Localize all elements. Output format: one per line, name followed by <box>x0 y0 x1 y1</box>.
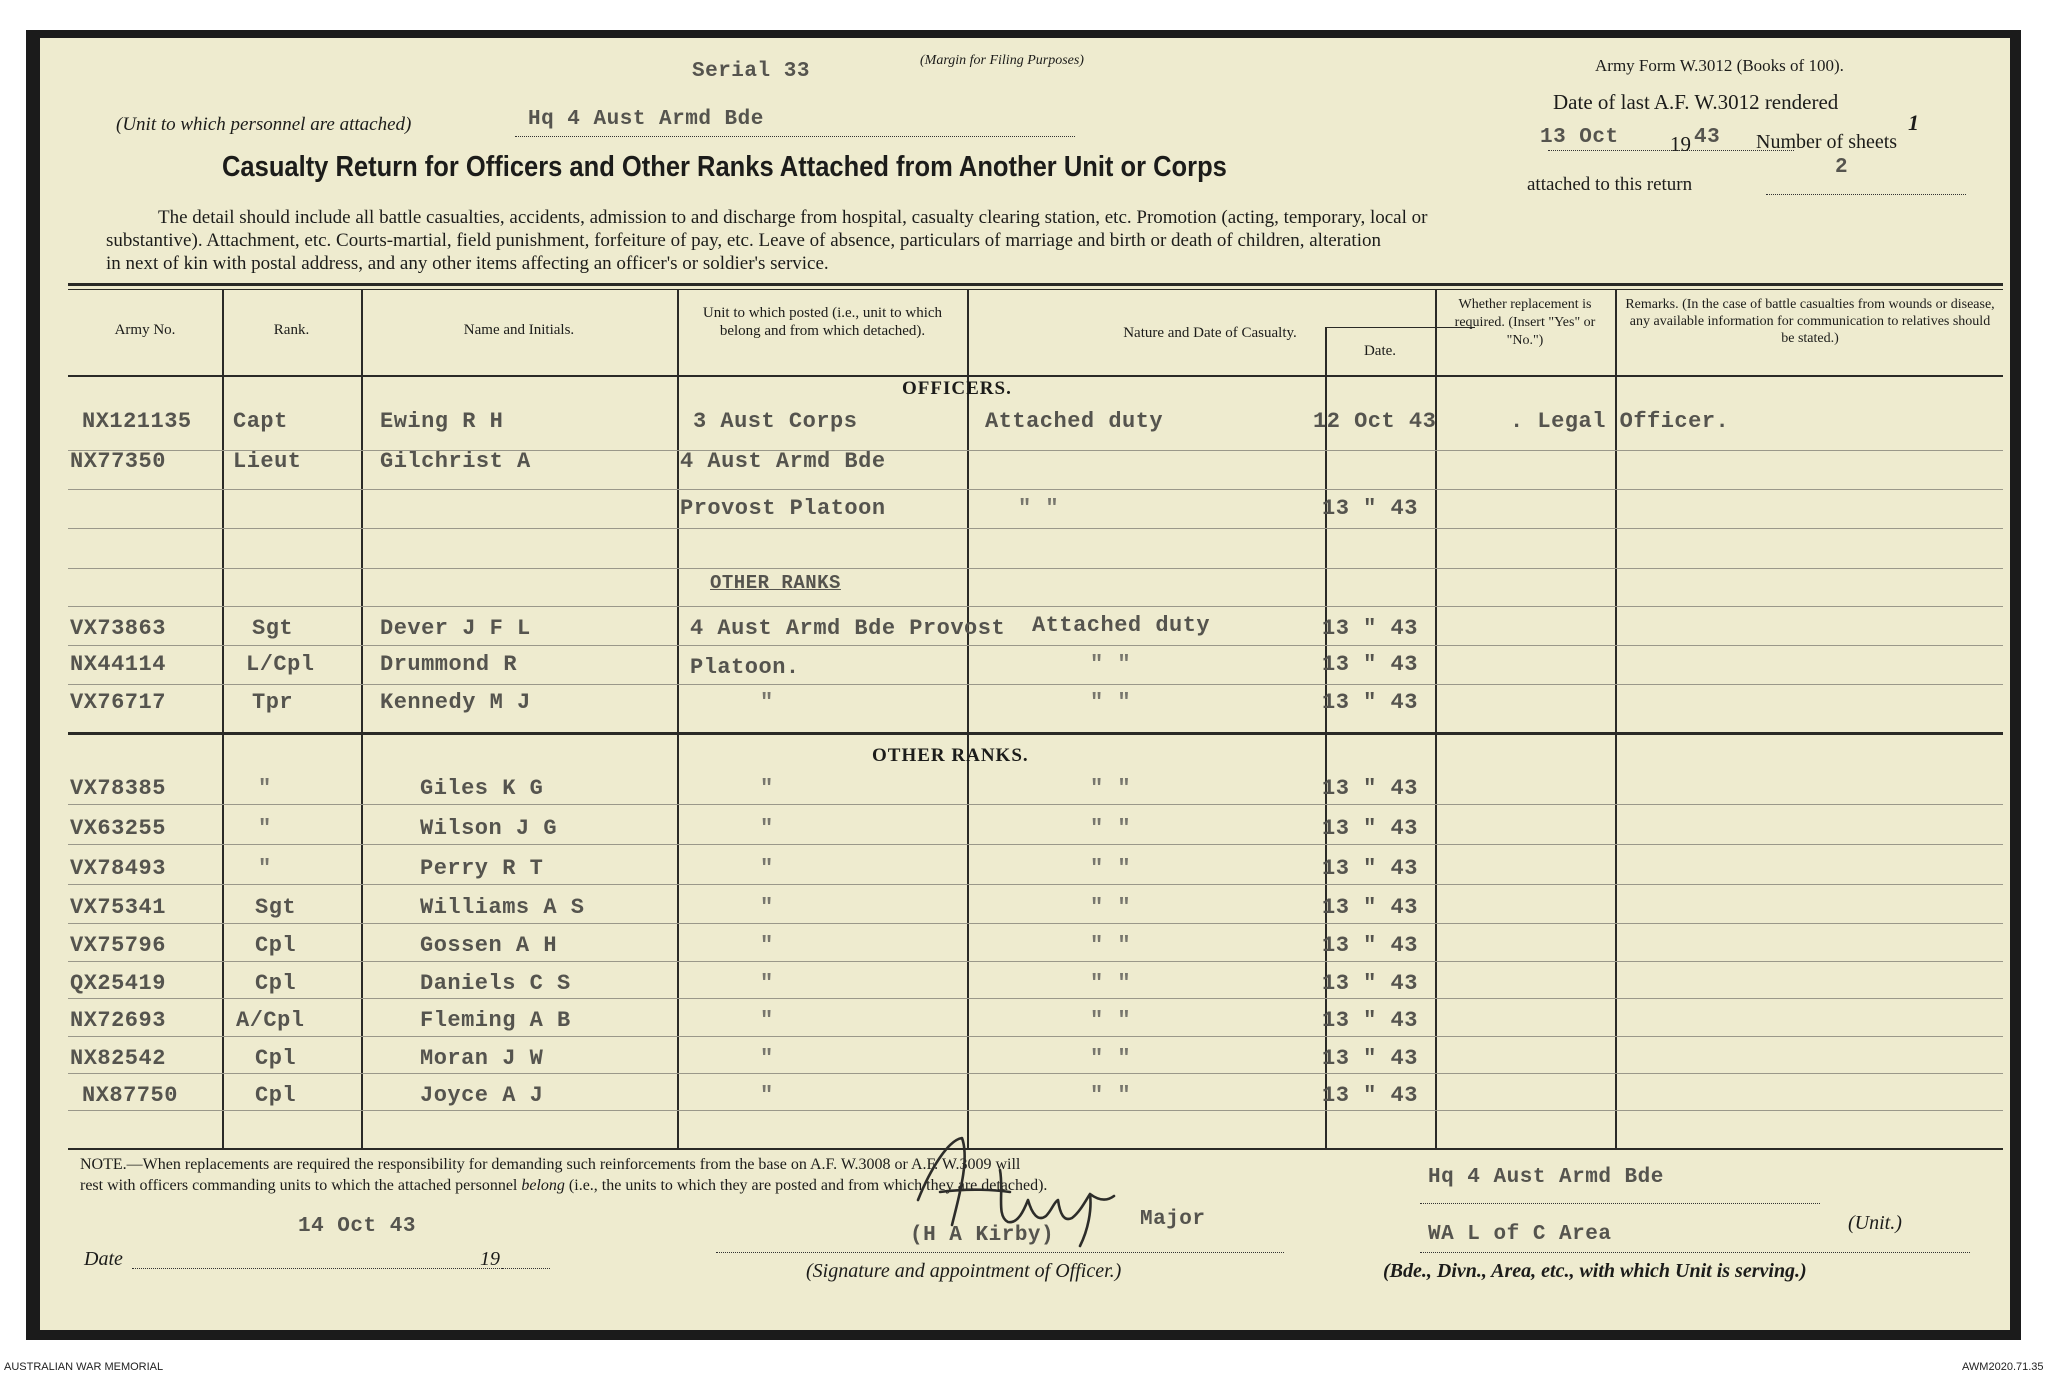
cell-date: 13 " 43 <box>1322 496 1418 521</box>
date-year-dotted-line <box>502 1268 550 1269</box>
footer-area-value: WA L of C Area <box>1428 1223 1612 1246</box>
footer-area-dotted-line <box>1420 1252 1970 1253</box>
officer-rank: Major <box>1140 1208 1206 1231</box>
date-last-label: Date of last A.F. W.3012 rendered <box>1553 90 1839 114</box>
cell-date: 13 " 43 <box>1322 856 1418 881</box>
cell-rank: A/Cpl <box>236 1008 305 1033</box>
cell-date: 13 " 43 <box>1322 1046 1418 1071</box>
cell-unit: " <box>760 816 774 841</box>
note-line-2-end: (i.e., the units to which they are posted and from which they are detached). <box>568 1177 1048 1194</box>
cell-army-no: VX63255 <box>70 816 166 841</box>
serial-number: Serial 33 <box>692 60 810 83</box>
date-label: Date <box>84 1248 123 1270</box>
cell-nature: " " <box>1090 1083 1132 1108</box>
cell-army-no: NX121135 <box>82 409 192 434</box>
instructions-line-2: substantive). Attachment, etc. Courts-martial, field punishment, forfeiture of pay, etc. Leave of absence, particulars of marriage and birth or death of children, alteration <box>106 230 1381 251</box>
cell-nature: " " <box>1090 690 1132 715</box>
cell-army-no: VX73863 <box>70 616 166 641</box>
unit-dotted-line <box>515 136 1075 137</box>
cell-name: Gilchrist A <box>380 449 531 474</box>
cell-remarks: . Legal Officer. <box>1510 409 1730 434</box>
unit-label: (Unit to which personnel are attached) <box>116 114 412 135</box>
cell-date: 13 " 43 <box>1322 971 1418 996</box>
header-name: Name and Initials. <box>463 322 575 338</box>
table-top-border-inner <box>68 289 2003 290</box>
cell-nature: Attached duty <box>985 409 1164 434</box>
header-nature: Nature and Date of Casualty. <box>1123 325 1297 341</box>
header-remarks: Remarks. (In the case of battle casualties from wounds or disease, any available information for communication to relatives should be stated.) <box>1625 297 1995 346</box>
cell-rank: " <box>258 776 272 801</box>
cell-name: Dever J F L <box>380 616 531 641</box>
cell-rank: L/Cpl <box>246 652 315 677</box>
cell-date: 13 " 43 <box>1322 816 1418 841</box>
cell-rank: " <box>258 856 272 881</box>
cell-rank: Sgt <box>252 616 294 641</box>
cell-name: Drummond R <box>380 652 518 677</box>
unit-caption: (Unit.) <box>1848 1212 1902 1234</box>
cell-name: Daniels C S <box>420 971 571 996</box>
date-value: 14 Oct 43 <box>298 1215 416 1238</box>
attached-value: 2 <box>1835 156 1849 179</box>
footer-unit-dotted-line <box>1420 1203 1820 1204</box>
credit-left: AUSTRALIAN WAR MEMORIAL <box>4 1361 164 1373</box>
officers-section-title: OFFICERS. <box>902 378 1012 399</box>
cell-name: Wilson J G <box>420 816 558 841</box>
cell-unit: Platoon. <box>690 655 800 680</box>
other-ranks-typed-heading: OTHER RANKS <box>710 572 841 594</box>
cell-nature: " " <box>1090 1046 1132 1071</box>
cell-date: 13 " 43 <box>1322 895 1418 920</box>
col-divider-nature <box>967 289 969 1148</box>
cell-name: Joyce A J <box>420 1083 544 1108</box>
signature-caption: (Signature and appointment of Officer.) <box>806 1260 1122 1282</box>
header-unit-posted: Unit to which posted (i.e., unit to which belong and from which detached). <box>702 305 943 339</box>
cell-army-no: VX78385 <box>70 776 166 801</box>
cell-army-no: NX44114 <box>70 652 166 677</box>
date-dotted-line <box>132 1268 522 1269</box>
cell-nature: " " <box>1090 971 1132 996</box>
signature-dotted-line <box>716 1252 1284 1253</box>
cell-rank: Cpl <box>255 933 297 958</box>
army-form-number: Army Form W.3012 (Books of 100). <box>1595 56 1844 75</box>
cell-rank: Cpl <box>255 1046 297 1071</box>
cell-nature: " " <box>1090 895 1132 920</box>
cell-army-no: NX72693 <box>70 1008 166 1033</box>
sheets-value: 1 <box>1908 110 1919 135</box>
cell-date: 13 " 43 <box>1322 652 1418 677</box>
officer-name: (H A Kirby) <box>910 1224 1055 1247</box>
note-belong-word: belong <box>521 1177 565 1194</box>
cell-rank: Tpr <box>252 690 294 715</box>
cell-nature: " " <box>1018 496 1060 521</box>
cell-unit: " <box>760 856 774 881</box>
cell-unit: 3 Aust Corps <box>693 409 858 434</box>
cell-unit: " <box>760 1046 774 1071</box>
cell-unit: 4 Aust Armd Bde <box>680 449 886 474</box>
cell-army-no: VX75796 <box>70 933 166 958</box>
cell-nature: " " <box>1090 1008 1132 1033</box>
cell-nature: " " <box>1090 652 1132 677</box>
cell-date: 12 Oct 43 <box>1313 409 1437 434</box>
cell-unit: 4 Aust Armd Bde Provost <box>690 616 1006 641</box>
cell-rank: Sgt <box>255 895 297 920</box>
cell-name: Williams A S <box>420 895 585 920</box>
header-army-no: Army No. <box>114 322 176 338</box>
section-divider <box>68 732 2003 735</box>
col-divider-rank <box>222 289 224 1148</box>
other-ranks-section-title: OTHER RANKS. <box>872 745 1029 766</box>
cell-name: Fleming A B <box>420 1008 571 1033</box>
cell-nature: Attached duty <box>1032 613 1211 638</box>
cell-name: Gossen A H <box>420 933 558 958</box>
cell-rank: " <box>258 816 272 841</box>
attached-dotted-line <box>1766 194 1966 195</box>
unit-attached-value: Hq 4 Aust Armd Bde <box>528 108 764 131</box>
col-divider-name <box>361 289 363 1148</box>
instructions-line-1: The detail should include all battle casualties, accidents, admission to and discharge from hospital, casualty clearing station, etc. Promotion (acting, temporary, local or <box>158 207 1428 228</box>
cell-date: 13 " 43 <box>1322 616 1418 641</box>
cell-nature: " " <box>1090 816 1132 841</box>
col-divider-unit <box>677 289 679 1148</box>
cell-unit: Provost Platoon <box>680 496 886 521</box>
year-prefix: 19 <box>1670 132 1691 156</box>
cell-unit: " <box>760 690 774 715</box>
cell-name: Moran J W <box>420 1046 544 1071</box>
cell-unit: " <box>760 895 774 920</box>
header-rank: Rank. <box>273 322 310 338</box>
cell-army-no: VX76717 <box>70 690 166 715</box>
cell-date: 13 " 43 <box>1322 933 1418 958</box>
cell-name: Giles K G <box>420 776 544 801</box>
note-line-2-start: rest with officers commanding units to which the attached personnel <box>80 1177 518 1194</box>
date-last-value: 13 Oct <box>1540 126 1619 149</box>
cell-unit: " <box>760 1083 774 1108</box>
date-year: 19 <box>480 1248 500 1270</box>
cell-date: 13 " 43 <box>1322 776 1418 801</box>
cell-army-no: NX77350 <box>70 449 166 474</box>
cell-nature: " " <box>1090 856 1132 881</box>
cell-nature: " " <box>1090 776 1132 801</box>
army-form-sheet <box>40 38 2010 1330</box>
attached-label: attached to this return <box>1527 174 1693 195</box>
instructions-line-3: in next of kin with postal address, and any other items affecting an officer's or soldier's service. <box>106 253 829 274</box>
cell-army-no: QX25419 <box>70 971 166 996</box>
cell-date: 13 " 43 <box>1322 1083 1418 1108</box>
bde-caption: (Bde., Divn., Area, etc., with which Unit is serving.) <box>1383 1260 1807 1282</box>
cell-unit: " <box>760 933 774 958</box>
cell-rank: Capt <box>233 409 288 434</box>
cell-date: 13 " 43 <box>1322 1008 1418 1033</box>
cell-army-no: NX82542 <box>70 1046 166 1071</box>
cell-rank: Lieut <box>233 449 302 474</box>
cell-name: Perry R T <box>420 856 544 881</box>
cell-name: Ewing R H <box>380 409 504 434</box>
sheets-label: Number of sheets <box>1756 131 1898 153</box>
margin-note: (Margin for Filing Purposes) <box>920 53 1084 68</box>
cell-unit: " <box>760 776 774 801</box>
cell-army-no: NX87750 <box>82 1083 178 1108</box>
table-top-border <box>68 283 2003 286</box>
cell-rank: Cpl <box>255 971 297 996</box>
cell-rank: Cpl <box>255 1083 297 1108</box>
footer-unit-value: Hq 4 Aust Armd Bde <box>1428 1166 1664 1189</box>
cell-name: Kennedy M J <box>380 690 531 715</box>
form-title: Casualty Return for Officers and Other Ranks Attached from Another Unit or Corps <box>222 151 1227 183</box>
cell-nature: " " <box>1090 933 1132 958</box>
note-line-1: NOTE.—When replacements are required the responsibility for demanding such reinforcements from the base on A.F. W.3008 or A.F. W.3009 will <box>80 1156 1021 1173</box>
cell-unit: " <box>760 1008 774 1033</box>
cell-army-no: VX75341 <box>70 895 166 920</box>
year-suffix: 43 <box>1694 126 1721 149</box>
header-date: Date. <box>1363 343 1397 359</box>
credit-right: AWM2020.71.35 <box>1962 1361 2044 1373</box>
cell-army-no: VX78493 <box>70 856 166 881</box>
table-header-bottom <box>68 375 2003 377</box>
header-replacement: Whether replacement is required. (Insert "Yes" or "No.") <box>1454 297 1596 348</box>
cell-date: 13 " 43 <box>1322 690 1418 715</box>
cell-unit: " <box>760 971 774 996</box>
